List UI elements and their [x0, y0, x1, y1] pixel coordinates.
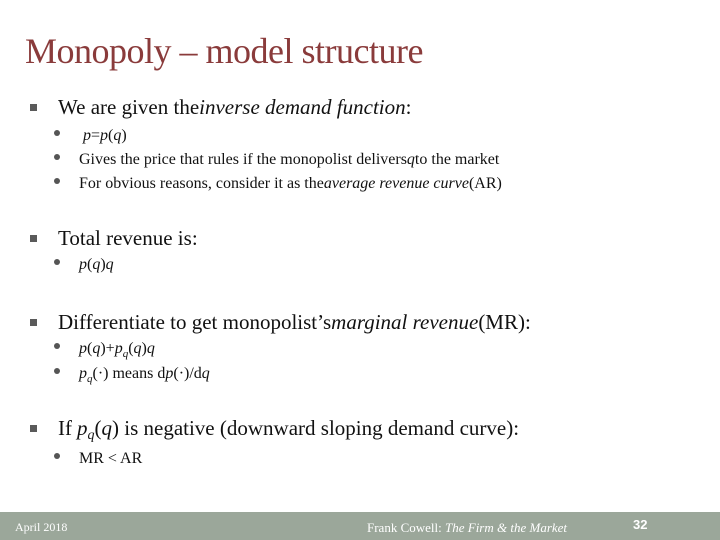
footer-author: Frank Cowell: The Firm & the Market: [367, 520, 568, 535]
footer-book-title: The Firm & the Market: [445, 520, 568, 535]
bullet-3-text: Differentiate to get monopolist’s marginal revenue (MR):: [30, 310, 531, 335]
sub-bullet-equation: p = p ( q ): [54, 124, 502, 148]
bullet-2-text: Total revenue is:: [30, 226, 198, 251]
dot-bullet-icon: [54, 453, 60, 459]
footer-bar: [0, 512, 720, 540]
sub-bullet-mr-less-ar: MR < AR: [54, 447, 519, 471]
dot-bullet-icon: [54, 154, 60, 160]
bullet-4-text: If p q ( q ) is negative (downward sloping demand curve):: [30, 416, 519, 441]
sub-bullet-mr-formula: p ( q )+ p q ( q ) q: [54, 337, 531, 362]
square-bullet-icon: [30, 104, 37, 111]
bullet-inverse-demand: [30, 95, 502, 196]
footer-date: April 2018: [15, 520, 68, 534]
sub-bullet-average-revenue: For obvious reasons, consider it as the average revenue curve (AR): [54, 172, 502, 196]
dot-bullet-icon: [54, 178, 60, 184]
bullet-marginal-revenue: [30, 310, 531, 387]
dot-bullet-icon: [54, 343, 60, 349]
square-bullet-icon: [30, 425, 37, 432]
square-bullet-icon: [30, 319, 37, 326]
dot-bullet-icon: [54, 259, 60, 265]
page-number: 32: [633, 517, 648, 532]
bullet-negative-slope: [30, 416, 519, 471]
dot-bullet-icon: [54, 130, 60, 136]
square-bullet-icon: [30, 235, 37, 242]
bullet-total-revenue: [30, 226, 198, 277]
bullet-1-text: We are given the inverse demand function :: [30, 95, 502, 120]
sub-bullet-price-rule: Gives the price that rules if the monopolist delivers q to the market: [54, 148, 502, 172]
slide-title: Monopoly – model structure: [25, 31, 423, 71]
sub-bullet-derivative-notation: p q (·) means d p (·)/d q: [54, 362, 531, 387]
dot-bullet-icon: [54, 368, 60, 374]
sub-bullet-revenue-formula: p ( q ) q: [54, 253, 198, 277]
